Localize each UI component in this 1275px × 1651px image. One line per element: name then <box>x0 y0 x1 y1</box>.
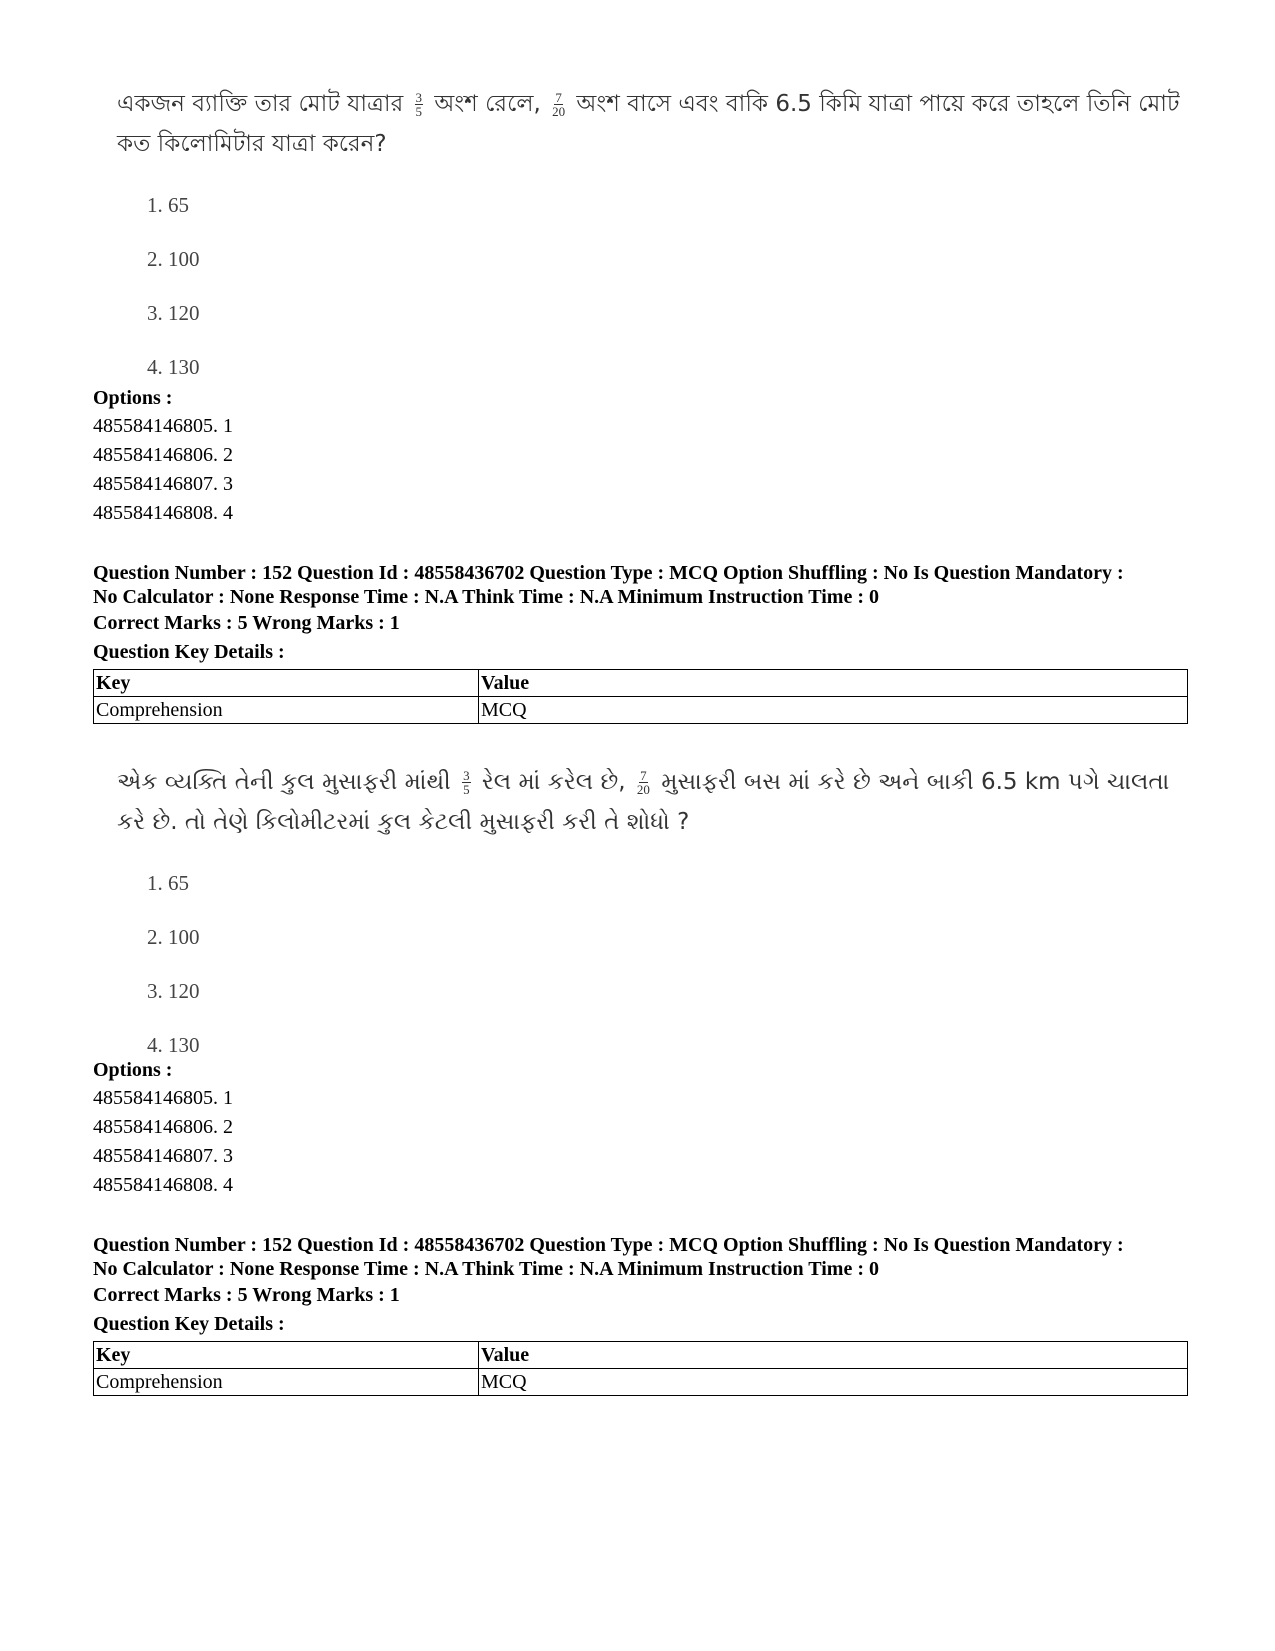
table-row <box>94 697 1188 724</box>
options-list <box>93 1056 1193 1200</box>
fraction-denominator: 5 <box>415 104 423 119</box>
question-meta-line: Question Number : 152 Question Id : 48558436702 Question Type : MCQ Option Shuffling : No Is Question Mandatory : <box>93 1234 1124 1256</box>
key-details-table <box>93 669 1188 724</box>
table-header-row <box>94 670 1188 697</box>
answer-choice: 1. 65 <box>147 193 189 217</box>
fraction-numerator: 7 <box>640 768 647 783</box>
option-item: 485584146806. 2 <box>93 444 233 466</box>
key-details-heading: Question Key Details : <box>93 641 285 663</box>
answer-choices <box>147 856 1197 1072</box>
answer-choice: 2. 100 <box>147 247 200 271</box>
question-text-part: একজন ব্যাক্তি তার মোট যাত্রার <box>117 91 404 117</box>
question-text-part: રેલ માં કરેલ છે, <box>481 769 626 795</box>
option-item: 485584146807. 3 <box>93 1145 233 1167</box>
fraction-numerator: 3 <box>463 768 470 783</box>
option-item: 485584146805. 1 <box>93 415 233 437</box>
question-text-part: অংশ রেলে, <box>434 91 541 117</box>
table-row <box>94 1369 1188 1396</box>
answer-choice: 3. 120 <box>147 301 200 325</box>
question-meta-line: No Calculator : None Response Time : N.A Think Time : N.A Minimum Instruction Time : 0 <box>93 1258 879 1280</box>
option-item: 485584146807. 3 <box>93 473 233 495</box>
question-text-part: অংশ বাসে এবং বাকি 6.5 কিমি যাত্রা পায়ে করে তাহলে তিনি মোট কত কিলোমিটার যাত্রা করেন? <box>117 91 1180 157</box>
question-meta <box>93 561 1193 724</box>
answer-choice: 3. 120 <box>147 979 200 1003</box>
key-details-table <box>93 1341 1188 1396</box>
option-item: 485584146808. 4 <box>93 1174 233 1196</box>
question-text-gujarati <box>117 762 1197 842</box>
table-header-cell: Value <box>479 670 1188 697</box>
table-cell: Comprehension <box>94 1369 479 1396</box>
key-details-heading: Question Key Details : <box>93 1313 285 1335</box>
answer-choice: 2. 100 <box>147 925 200 949</box>
answer-choices <box>147 178 1197 394</box>
question-text-part: એક વ્યક્તિ તેની કુલ મુસાફરી માંથી <box>117 769 451 795</box>
fraction-numerator: 7 <box>555 90 562 105</box>
option-item: 485584146808. 4 <box>93 502 233 524</box>
question-image-gujarati <box>117 762 1197 1072</box>
fraction-denominator: 20 <box>636 782 650 797</box>
table-header-cell: Key <box>94 1342 479 1369</box>
option-item: 485584146806. 2 <box>93 1116 233 1138</box>
table-cell: MCQ <box>479 697 1188 724</box>
question-meta-line: No Calculator : None Response Time : N.A Think Time : N.A Minimum Instruction Time : 0 <box>93 586 879 608</box>
table-header-cell: Key <box>94 670 479 697</box>
option-item: 485584146805. 1 <box>93 1087 233 1109</box>
question-meta-line: Question Number : 152 Question Id : 48558436702 Question Type : MCQ Option Shuffling : No Is Question Mandatory : <box>93 562 1124 584</box>
answer-choice: 4. 130 <box>147 1033 200 1057</box>
question-meta <box>93 1233 1193 1396</box>
answer-choice: 4. 130 <box>147 355 200 379</box>
answer-choice: 1. 65 <box>147 871 189 895</box>
options-list <box>93 384 1193 528</box>
question-image-bengali <box>117 84 1197 394</box>
marks-line: Correct Marks : 5 Wrong Marks : 1 <box>93 1284 400 1306</box>
fraction-three-fifths <box>415 91 424 118</box>
fraction-seven-twentieths <box>637 769 650 796</box>
fraction-seven-twentieths <box>552 91 565 118</box>
marks-line: Correct Marks : 5 Wrong Marks : 1 <box>93 612 400 634</box>
fraction-numerator: 3 <box>415 90 423 105</box>
options-title: Options : <box>93 387 173 409</box>
table-cell: MCQ <box>479 1369 1188 1396</box>
fraction-three-fifths <box>462 769 471 796</box>
table-header-cell: Value <box>479 1342 1188 1369</box>
question-text-bengali <box>117 84 1197 164</box>
question-text-part: મુસાફરી બસ માં કરે છે અને બાકી 6.5 km પગે ચાલતા કરે છે. તો તેણે કિલોમીટરમાં કુલ કેટલી મુસાફરી કરી તે શોધો ? <box>117 769 1170 835</box>
table-cell: Comprehension <box>94 697 479 724</box>
table-header-row <box>94 1342 1188 1369</box>
fraction-denominator: 5 <box>463 782 470 797</box>
fraction-denominator: 20 <box>552 104 566 119</box>
options-title: Options : <box>93 1059 173 1081</box>
